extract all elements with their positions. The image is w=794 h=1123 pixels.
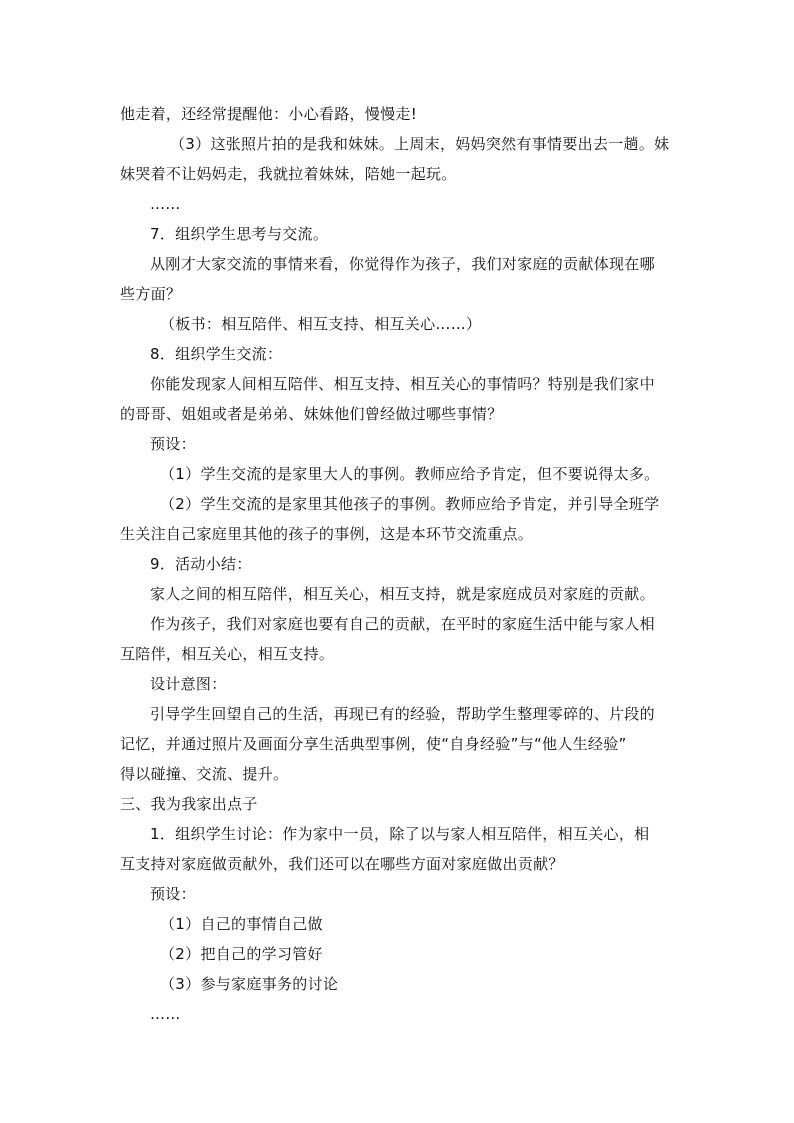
text-line: 妹哭着不让妈妈走，我就拉着妹妹，陪她一起玩。 [120, 165, 457, 183]
text-line: （板书：相互陪伴、相互支持、相互关心……） [160, 315, 482, 333]
text-line: 从刚才大家交流的事情来看，你觉得作为孩子，我们对家庭的贡献体现在哪 [150, 255, 655, 273]
text-line: （1）学生交流的是家里大人的事例。教师应给予肯定，但不要说得太多。 [160, 465, 660, 483]
text-line: 互支持对家庭做贡献外，我们还可以在哪些方面对家庭做出贡献？ [120, 855, 564, 873]
text-line: （2）把自己的学习管好 [160, 945, 323, 963]
text-line: 记忆，并通过照片及画面分享生活典型事例，使“自身经验”与“他人生经验” [120, 735, 627, 753]
ellipsis-line: …… [150, 1005, 181, 1023]
section-heading: 三、我为我家出点子 [120, 795, 258, 813]
text-line: 家人之间的相互陪伴，相互关心，相互支持，就是家庭成员对家庭的贡献。 [150, 585, 655, 603]
step-heading: 7．组织学生思考与交流。 [150, 225, 329, 243]
text-line: 些方面？ [120, 285, 182, 303]
text-line: 作为孩子，我们对家庭也要有自己的贡献，在平时的家庭生活中能与家人相 [150, 615, 655, 633]
step-heading: 8．组织学生交流： [150, 345, 283, 363]
text-line: （1）自己的事情自己做 [160, 915, 323, 933]
step-heading: 9．活动小结： [150, 555, 252, 573]
text-line: 生关注自己家庭里其他的孩子的事例，这是本环节交流重点。 [120, 525, 534, 543]
text-line: （3）参与家庭事务的讨论 [160, 975, 339, 993]
text-line: 的哥哥、姐姐或者是弟弟、妹妹他们曾经做过哪些事情？ [120, 405, 503, 423]
text-line: 预设： [150, 885, 196, 903]
text-line: 设计意图： [150, 675, 227, 693]
text-line: （2）学生交流的是家里其他孩子的事例。教师应给予肯定，并引导全班学 [160, 495, 660, 513]
text-line: 互陪伴，相互关心，相互支持。 [120, 645, 335, 663]
ellipsis-line: …… [150, 195, 181, 213]
text-line: 你能发现家人间相互陪伴、相互支持、相互关心的事情吗？特别是我们家中 [150, 375, 655, 393]
text-line: 引导学生回望自己的生活，再现已有的经验，帮助学生整理零碎的、片段的 [150, 705, 655, 723]
text-line: （3）这张照片拍的是我和妹妹。上周末，妈妈突然有事情要出去一趟。妹 [170, 135, 670, 153]
text-line: 1．组织学生讨论：作为家中一员，除了以与家人相互陪伴，相互关心，相 [150, 825, 650, 843]
text-line: 预设： [150, 435, 196, 453]
text-line: 得以碰撞、交流、提升。 [120, 765, 289, 783]
text-line: 他走着，还经常提醒他：小心看路，慢慢走! [120, 105, 418, 123]
